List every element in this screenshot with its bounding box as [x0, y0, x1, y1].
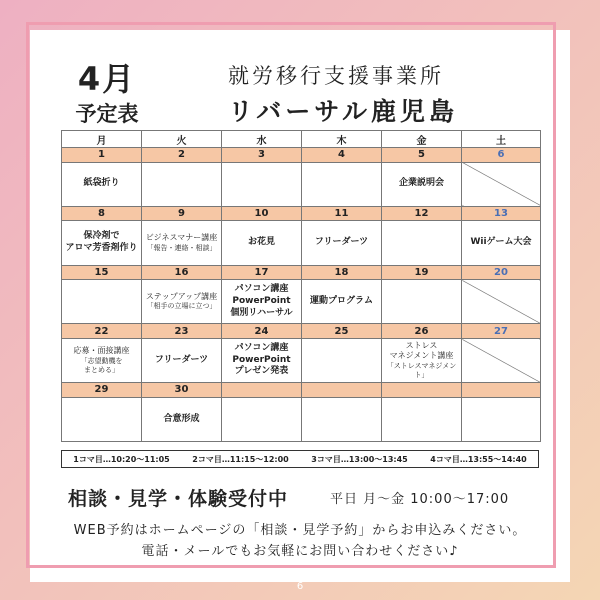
event-cell — [462, 339, 541, 383]
event-title: ステップアップ講座 — [145, 292, 218, 302]
weekday-header-row — [62, 131, 541, 148]
event-title: 紙袋折り — [83, 178, 120, 189]
event-title: 応募・面接講座 — [73, 346, 130, 356]
business-hours: 平日 月～金 10:00～17:00 — [330, 492, 510, 507]
event-cell — [222, 280, 302, 324]
event-cell — [302, 280, 382, 324]
event-title: フリーダーツ — [154, 354, 209, 365]
event-cell — [302, 221, 382, 265]
event-subtitle: 「報告・連絡・相談」 — [146, 243, 217, 252]
event-title: 保冷剤で アロマ芳香剤作り — [65, 231, 138, 254]
event-title: ストレス マネジメント講座 — [389, 341, 454, 361]
event-cell — [142, 221, 222, 265]
date-cell — [382, 383, 462, 398]
period-1: 1コマ目…10:20～11:05 — [73, 454, 170, 464]
event-title: 運動プログラム — [310, 295, 373, 306]
event-cell — [462, 280, 541, 324]
event-title: Wiiゲーム大会 — [470, 237, 532, 248]
date-cell — [462, 383, 541, 398]
weekday-mon: 月 — [62, 131, 142, 148]
date-cell — [222, 383, 302, 398]
period-4: 4コマ目…13:55～14:40 — [430, 454, 527, 464]
date-cell: 11 — [302, 206, 382, 221]
event-row — [62, 221, 541, 265]
contact-note: 電話・メールでもお気軽にお問い合わせください♪ — [141, 544, 459, 559]
event-cell — [382, 339, 462, 383]
schedule-label: 予定表 — [75, 102, 139, 126]
event-cell — [62, 221, 142, 265]
date-row — [62, 206, 541, 221]
weekday-fri: 金 — [382, 131, 462, 148]
event-cell — [222, 397, 302, 441]
event-row — [62, 339, 541, 383]
event-cell — [382, 280, 462, 324]
event-row — [62, 280, 541, 324]
event-cell — [222, 221, 302, 265]
event-cell — [62, 162, 142, 206]
event-row — [62, 397, 541, 441]
period-2: 2コマ目…11:15～12:00 — [192, 454, 289, 464]
event-cell — [462, 397, 541, 441]
weekday-wed: 水 — [222, 131, 302, 148]
date-cell: 17 — [222, 265, 302, 280]
event-title: ビジネスマナー講座 — [145, 233, 218, 243]
event-cell — [382, 162, 462, 206]
web-booking-note: WEB予約はホームページの「相談・見学予約」からお申込みください。 — [73, 523, 527, 538]
date-cell — [302, 383, 382, 398]
event-title: 企業説明会 — [398, 178, 444, 189]
event-cell — [142, 162, 222, 206]
date-cell: 24 — [222, 324, 302, 339]
event-cell — [62, 339, 142, 383]
date-cell: 29 — [62, 383, 142, 398]
event-title: フリーダーツ — [314, 237, 369, 248]
date-cell: 25 — [302, 324, 382, 339]
event-cell — [302, 162, 382, 206]
period-3: 3コマ目…13:00～13:45 — [311, 454, 408, 464]
date-cell: 13 — [462, 206, 541, 221]
event-title: パソコン講座 PowerPoint プレゼン発表 — [232, 343, 291, 377]
weekday-sat: 土 — [462, 131, 541, 148]
date-row — [62, 148, 541, 163]
date-cell: 12 — [382, 206, 462, 221]
event-cell — [62, 280, 142, 324]
event-subtitle: 「相手の立場に立つ」 — [146, 302, 217, 311]
event-title: お花見 — [247, 237, 275, 248]
date-cell: 3 — [222, 148, 302, 163]
date-cell: 19 — [382, 265, 462, 280]
event-title: 合意形成 — [163, 413, 200, 424]
event-title: パソコン講座 PowerPoint 個別リハーサル — [230, 284, 293, 318]
event-subtitle: 「ストレスマネジメント」 — [386, 361, 457, 379]
date-row — [62, 265, 541, 280]
date-cell: 18 — [302, 265, 382, 280]
event-cell — [222, 162, 302, 206]
date-cell: 20 — [462, 265, 541, 280]
event-cell — [382, 397, 462, 441]
office-name: リバーサル鹿児島 — [228, 97, 459, 126]
event-cell — [142, 339, 222, 383]
event-cell — [462, 162, 541, 206]
date-cell: 16 — [142, 265, 222, 280]
event-cell — [62, 397, 142, 441]
date-cell: 2 — [142, 148, 222, 163]
date-cell: 6 — [462, 148, 541, 163]
event-cell — [302, 397, 382, 441]
date-cell: 1 — [62, 148, 142, 163]
weekday-thu: 木 — [302, 131, 382, 148]
event-subtitle: 「志望動機を まとめる」 — [80, 356, 123, 374]
date-cell: 26 — [382, 324, 462, 339]
date-row — [62, 324, 541, 339]
event-cell — [382, 221, 462, 265]
month-title: 4月 — [77, 60, 137, 98]
period-timetable — [61, 450, 539, 468]
event-cell — [222, 339, 302, 383]
event-row — [62, 162, 541, 206]
date-cell: 10 — [222, 206, 302, 221]
date-cell: 4 — [302, 148, 382, 163]
page-number: 6 — [296, 581, 304, 592]
event-cell — [302, 339, 382, 383]
event-cell — [142, 397, 222, 441]
date-cell: 23 — [142, 324, 222, 339]
office-type: 就労移行支援事業所 — [228, 64, 444, 88]
date-cell: 5 — [382, 148, 462, 163]
event-cell — [462, 221, 541, 265]
date-cell: 22 — [62, 324, 142, 339]
date-cell: 9 — [142, 206, 222, 221]
weekday-tue: 火 — [142, 131, 222, 148]
date-cell: 27 — [462, 324, 541, 339]
date-cell: 30 — [142, 383, 222, 398]
event-cell — [142, 280, 222, 324]
consult-heading: 相談・見学・体験受付中 — [68, 488, 289, 510]
date-row — [62, 383, 541, 398]
date-cell: 15 — [62, 265, 142, 280]
calendar-table — [61, 130, 541, 442]
date-cell: 8 — [62, 206, 142, 221]
